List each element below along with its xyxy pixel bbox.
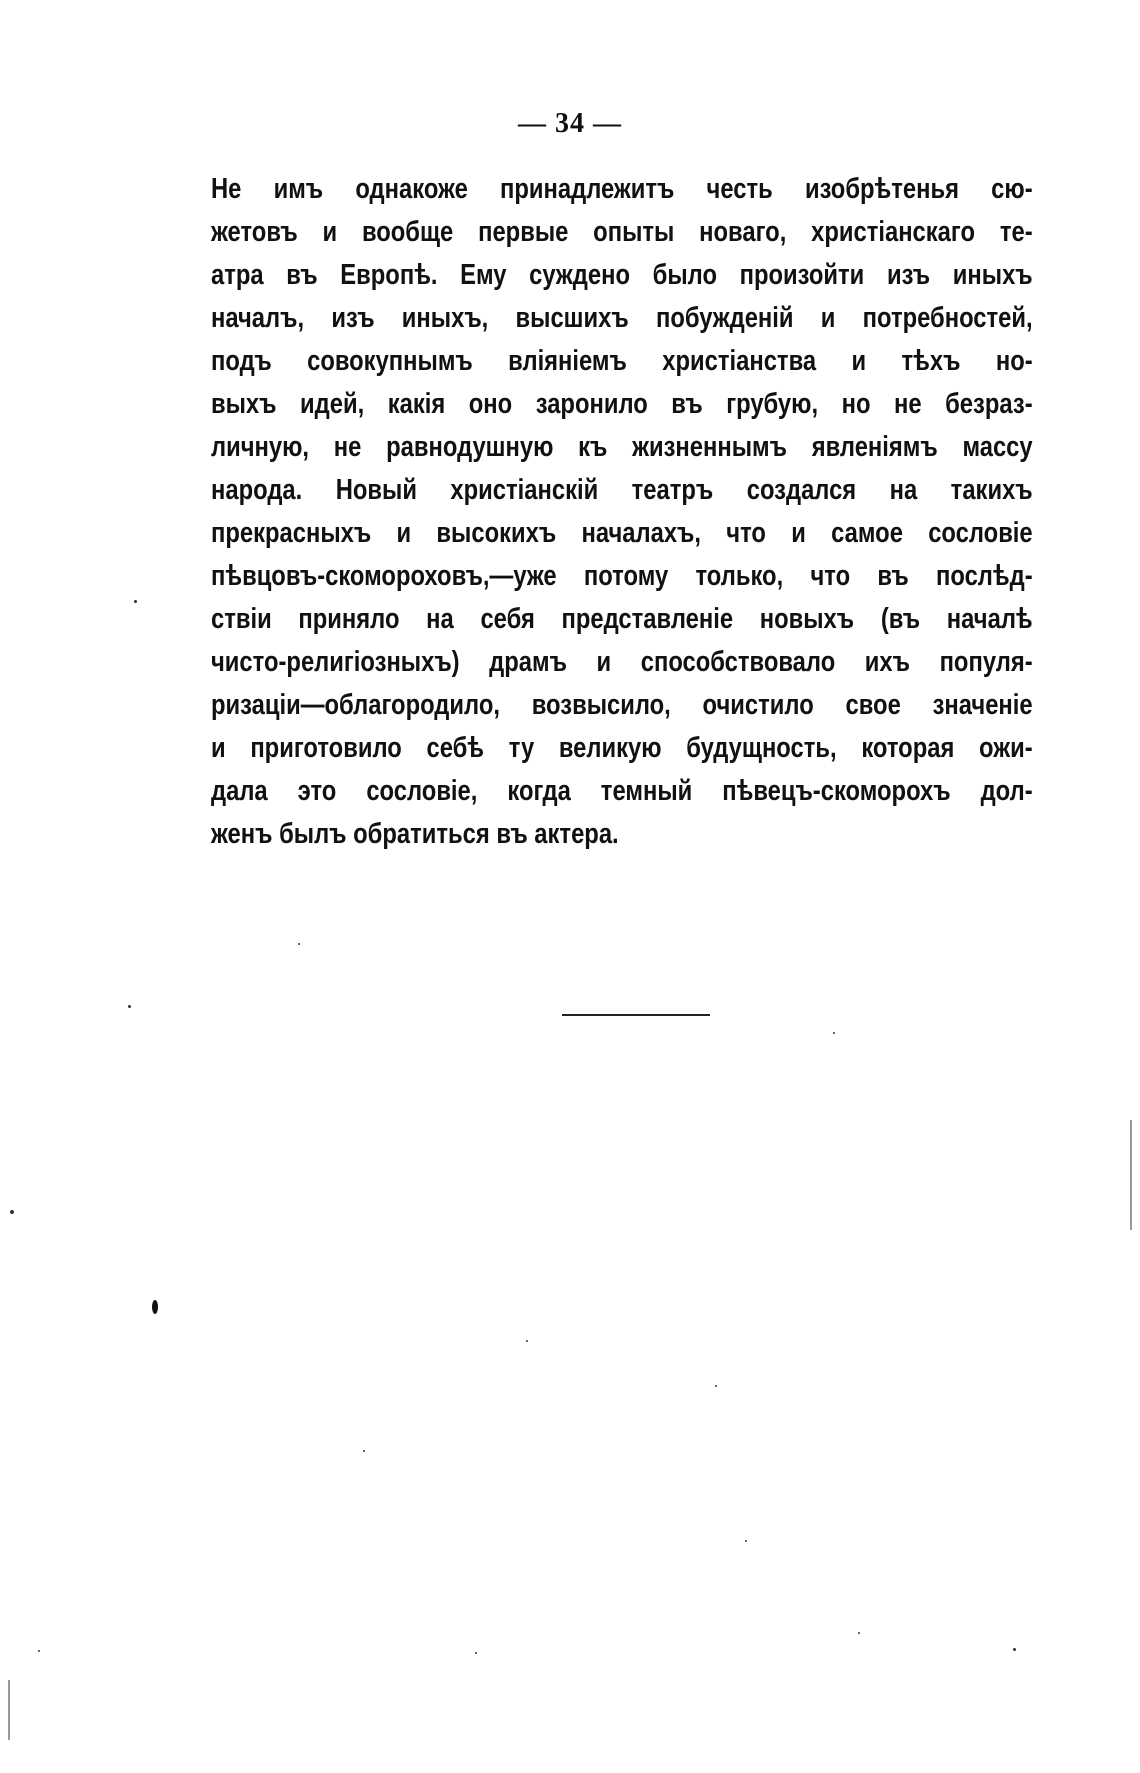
- text-line: личную, не равнодушную къ жизненнымъ явленіямъ массу: [211, 431, 1033, 463]
- scan-speck: [10, 1210, 14, 1214]
- text-line: Не имъ однакоже принадлежитъ честь изобрѣтенья сю-: [211, 173, 1033, 205]
- text-line: ствіи приняло на себя представленіе новыхъ (въ началѣ: [211, 603, 1033, 635]
- text-line: народа. Новый христіанскій театръ создался на такихъ: [211, 474, 1033, 506]
- page-number: — 34 —: [518, 108, 622, 139]
- scan-speck: [526, 1340, 528, 1342]
- text-line: и приготовило себѣ ту великую будущность, которая ожи-: [211, 732, 1033, 764]
- scan-speck: [152, 1300, 158, 1314]
- scan-speck: [134, 600, 137, 603]
- scan-speck: [38, 1650, 40, 1652]
- text-line: выхъ идей, какія оно заронило въ грубую, но не безраз-: [211, 388, 1033, 420]
- text-line: женъ былъ обратиться въ актера.: [211, 818, 619, 850]
- text-line: жетовъ и вообще первые опыты новаго, христіанскаго те-: [211, 216, 1033, 248]
- text-line: началъ, изъ иныхъ, высшихъ побужденій и потребностей,: [211, 302, 1033, 334]
- scan-speck: [128, 1005, 131, 1008]
- scan-edge-mark: [8, 1680, 10, 1740]
- text-line: подъ совокупнымъ вліяніемъ христіанства и тѣхъ но-: [211, 345, 1033, 377]
- text-line: прекрасныхъ и высокихъ началахъ, что и самое сословіе: [211, 517, 1033, 549]
- scan-speck: [858, 1632, 860, 1634]
- scan-speck: [745, 1540, 747, 1542]
- scan-speck: [475, 1652, 477, 1654]
- scan-speck: [1013, 1648, 1016, 1651]
- scan-speck: [715, 1385, 717, 1387]
- text-line: чисто-религіозныхъ) драмъ и способствовало ихъ популя-: [211, 646, 1033, 678]
- text-line: пѣвцовъ-скомороховъ,—уже потому только, что въ послѣд-: [211, 560, 1033, 592]
- scan-speck: [363, 1450, 365, 1452]
- scan-speck: [298, 943, 300, 945]
- section-separator: [562, 1014, 710, 1016]
- scan-speck: [833, 1032, 835, 1034]
- text-line: атра въ Европѣ. Ему суждено было произойти изъ иныхъ: [211, 259, 1033, 291]
- scan-edge-mark: [1130, 1120, 1132, 1230]
- text-line: дала это сословіе, когда темный пѣвецъ-скоморохъ дол-: [211, 775, 1033, 807]
- text-line: ризаціи—облагородило, возвысило, очистило свое значеніе: [211, 689, 1033, 721]
- body-paragraph: [211, 168, 1033, 856]
